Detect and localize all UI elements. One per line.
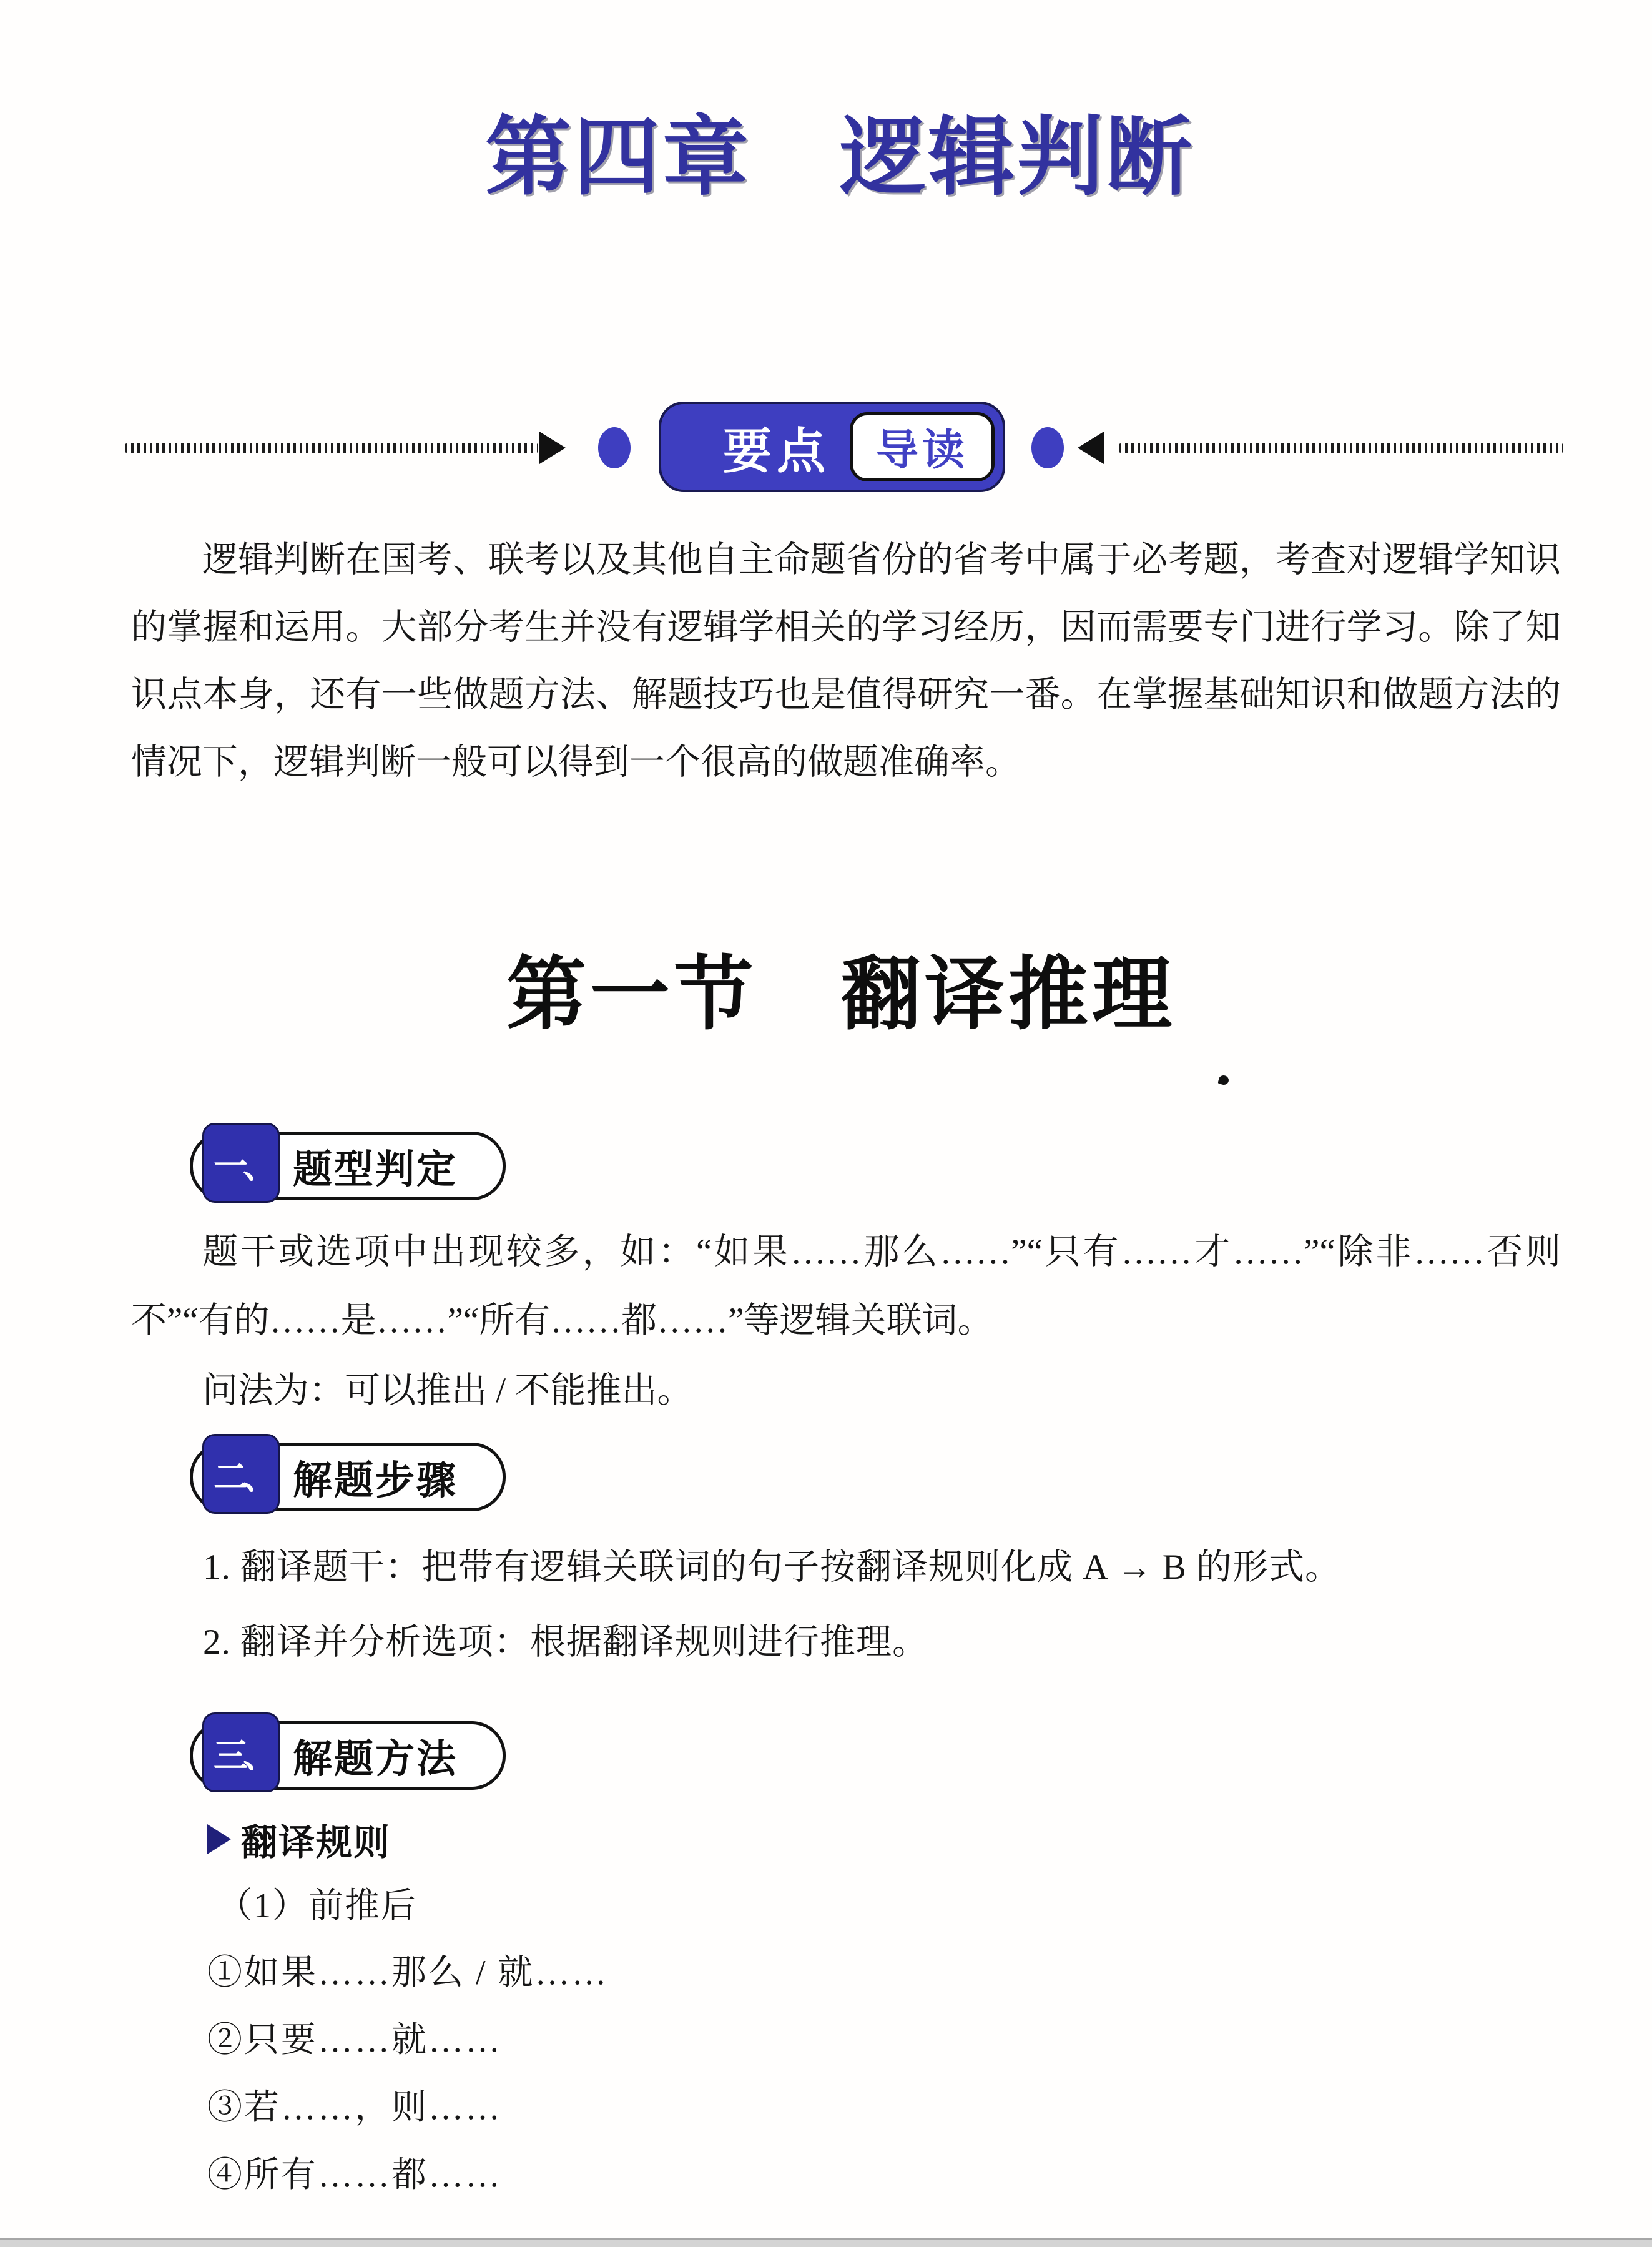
question-type-paragraph: 题干或选项中出现较多，如：“如果……那么……”“只有……才……”“除非……否则不”“有的……是……”“所有……都……”等逻辑关联词。 — [131, 1232, 1561, 1340]
intro-paragraph: 逻辑判断在国考、联考以及其他自主命题省份的省考中属于必考题，考查对逻辑学知识的掌握和运用。大部分考生并没有逻辑学相关的学习经历，因而需要专门进行学习。除了知识点本身，还有一些做题方法、解题技巧也是值得研究一番。在掌握基础知识和做题方法的情况下，逻辑判断一般可以得到一个很高的做题准确率。 — [131, 540, 1561, 782]
dotted-line-right — [1119, 443, 1563, 453]
chapter-title: 第四章 逻辑判断 — [484, 110, 1194, 205]
section-title: 第一节 翻译推理 — [506, 951, 1176, 1039]
banner-pill — [659, 402, 1005, 492]
question-phrasing-paragraph: 问法为：可以推出 / 不能推出。 — [202, 1371, 693, 1410]
step-item: 1. 翻译题干：把带有逻辑关联词的句子按翻译规则化成 A → B 的形式。 — [203, 1548, 1342, 1587]
badge-number: 三、 — [202, 1712, 280, 1792]
badge-title: 解题方法 — [293, 1737, 458, 1781]
rule-header-label: 翻译规则 — [241, 1822, 391, 1863]
rule-item: ③若……，则…… — [207, 2088, 502, 2127]
rule-group-label: （1）前推后 — [217, 1887, 417, 1925]
badge-title: 解题步骤 — [293, 1458, 458, 1503]
badge-title: 题型判定 — [293, 1147, 458, 1192]
stray-mark — [1217, 1074, 1229, 1085]
badge-number: 一、 — [202, 1123, 280, 1203]
banner-guide-box — [850, 412, 995, 482]
arrowhead-left-icon — [1078, 432, 1104, 464]
page-bottom-edge — [0, 2238, 1652, 2247]
badge-number: 二、 — [202, 1434, 280, 1514]
rule-item: ④所有……都…… — [207, 2156, 502, 2195]
subsection-badge-1 — [167, 1123, 567, 1205]
subsection-badge-2 — [167, 1434, 567, 1516]
banner-label-guide: 导读 — [875, 427, 968, 474]
arrowhead-right-icon — [539, 432, 566, 464]
key-points-banner — [0, 400, 1652, 500]
rule-item: ②只要……就…… — [207, 2021, 502, 2060]
blue-dot-left — [598, 427, 631, 468]
play-triangle-icon — [207, 1824, 231, 1854]
translation-rules-header — [207, 1808, 391, 1870]
rule-item: ①如果……那么 / 就…… — [207, 1953, 609, 1992]
step-item: 2. 翻译并分析选项：根据翻译规则进行推理。 — [203, 1622, 928, 1662]
subsection-badge-3 — [167, 1712, 567, 1795]
dotted-line-left — [125, 443, 538, 453]
rule-list — [207, 1939, 609, 2209]
banner-label-keypoints: 要点 — [722, 423, 830, 478]
blue-dot-right — [1031, 427, 1064, 468]
